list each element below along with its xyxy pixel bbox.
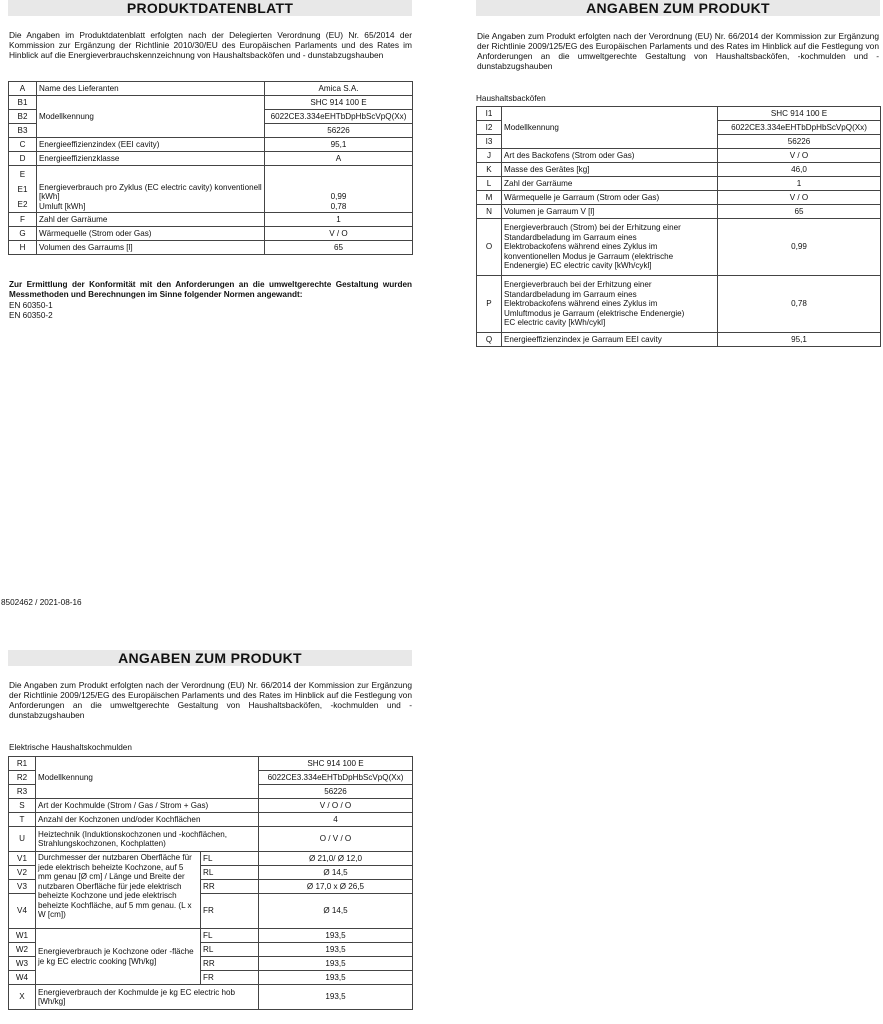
row-value: Amica S.A. bbox=[265, 82, 413, 96]
zone-label: RL bbox=[201, 866, 259, 880]
conformity-note: Zur Ermittlung der Konformität mit den Anforderungen an die umweltgerechte Gestaltung wurden Messmethoden und Berechnungen im Sinne folgender Normen angewandt: bbox=[9, 280, 412, 299]
row-label: Modellkennung bbox=[502, 107, 718, 149]
row-label: Masse des Gerätes [kg] bbox=[502, 163, 718, 177]
row-label: Energieverbrauch bei der Erhitzung einer Standardbeladung im Garraum eines Elektrobackofens während eines Zyklus im Umluftmodus je Garraum (elektrische Endenergie) EC electric cavity [kWh/cykl] bbox=[502, 276, 718, 333]
left-data-table bbox=[8, 81, 413, 255]
row-key: R3 bbox=[9, 785, 36, 799]
zone-label: RR bbox=[201, 957, 259, 971]
row-label: Art der Kochmulde (Strom / Gas / Strom + Gas) bbox=[36, 799, 259, 813]
table-row bbox=[9, 827, 413, 852]
table-row bbox=[9, 852, 413, 866]
table-row bbox=[9, 799, 413, 813]
row-value: Ø 14,5 bbox=[259, 866, 413, 880]
bottom-header: ANGABEN ZUM PRODUKT bbox=[8, 650, 412, 666]
row-value: SHC 914 100 E bbox=[259, 757, 413, 771]
table-row bbox=[9, 929, 413, 943]
row-key bbox=[9, 166, 37, 213]
table-row bbox=[9, 985, 413, 1010]
document-number: 8502462 / 2021-08-16 bbox=[1, 598, 82, 607]
row-key: P bbox=[477, 276, 502, 333]
row-value: 1 bbox=[265, 213, 413, 227]
row-key: G bbox=[9, 227, 37, 241]
zone-label: FR bbox=[201, 894, 259, 929]
row-key: W3 bbox=[9, 957, 36, 971]
table-row bbox=[477, 149, 881, 163]
row-key: W4 bbox=[9, 971, 36, 985]
row-label: Volumen des Garraums [l] bbox=[37, 241, 265, 255]
row-value: 6022CE3.334eEHTbDpHbScVpQ(Xx) bbox=[259, 771, 413, 785]
row-key: E bbox=[19, 170, 26, 179]
table-row bbox=[9, 138, 413, 152]
row-label: Zahl der Garräume bbox=[37, 213, 265, 227]
row-key: E2 bbox=[17, 200, 28, 209]
row-label: Energieverbrauch je Kochzone oder -fläche je kg EC electric cooking [Wh/kg] bbox=[36, 929, 201, 985]
row-key: R1 bbox=[9, 757, 36, 771]
row-value: 95,1 bbox=[265, 138, 413, 152]
zone-label: FL bbox=[201, 852, 259, 866]
row-label: Name des Lieferanten bbox=[37, 82, 265, 96]
row-value: 46,0 bbox=[718, 163, 881, 177]
table-row bbox=[477, 177, 881, 191]
row-key: J bbox=[477, 149, 502, 163]
right-data-table bbox=[476, 106, 881, 347]
row-value: 6022CE3.334eEHTbDpHbScVpQ(Xx) bbox=[718, 121, 881, 135]
row-label: Wärmequelle je Garraum (Strom oder Gas) bbox=[502, 191, 718, 205]
row-key: V2 bbox=[9, 866, 36, 880]
norm-2: EN 60350-2 bbox=[9, 311, 53, 320]
row-key: T bbox=[9, 813, 36, 827]
row-key: R2 bbox=[9, 771, 36, 785]
norm-1: EN 60350-1 bbox=[9, 301, 53, 310]
table-row bbox=[9, 152, 413, 166]
row-label: Energieverbrauch (Strom) bei der Erhitzung einer Standardbeladung im Garraum eines Elektrobackofens während eines Zyklus im konventionellen Modus je Garraum (elektrische Endenergie) EC electric cavity [kWh/cykl] bbox=[502, 219, 718, 276]
row-value: 1 bbox=[718, 177, 881, 191]
table-row bbox=[477, 219, 881, 276]
row-value: Ø 14,5 bbox=[259, 894, 413, 929]
row-value: SHC 914 100 E bbox=[265, 96, 413, 110]
row-value: 6022CE3.334eEHTbDpHbScVpQ(Xx) bbox=[265, 110, 413, 124]
row-label: Energieverbrauch pro Zyklus (EC electric cavity) konventionell [kWh] bbox=[39, 182, 262, 201]
table-row bbox=[477, 205, 881, 219]
row-key: B1 bbox=[9, 96, 37, 110]
zone-label: FR bbox=[201, 971, 259, 985]
row-label: Zahl der Garräume bbox=[502, 177, 718, 191]
row-label: Energieeffizienzklasse bbox=[37, 152, 265, 166]
row-key: L bbox=[477, 177, 502, 191]
table-row bbox=[9, 813, 413, 827]
row-value: 65 bbox=[718, 205, 881, 219]
row-key: W1 bbox=[9, 929, 36, 943]
left-header: PRODUKTDATENBLATT bbox=[8, 0, 412, 16]
row-key: H bbox=[9, 241, 37, 255]
row-key: X bbox=[9, 985, 36, 1010]
table-row bbox=[9, 82, 413, 96]
row-label: Modellkennung bbox=[37, 96, 265, 138]
row-label: Durchmesser der nutzbaren Oberfläche für jede elektrisch beheizte Kochzone, auf 5 mm genau [Ø cm] / Länge und Breite der nutzbaren Oberfläche für jede elektrisch beheizte Kochzone und jede elektrisch beheizte Kochfläche, auf 5 mm genau. (L x W [cm]) bbox=[36, 852, 201, 929]
row-value: 4 bbox=[259, 813, 413, 827]
row-value: A bbox=[265, 152, 413, 166]
row-label: Modellkennung bbox=[36, 757, 259, 799]
table-row bbox=[477, 107, 881, 121]
row-value: 0,78 bbox=[330, 201, 347, 211]
row-key: V1 bbox=[9, 852, 36, 866]
row-key: U bbox=[9, 827, 36, 852]
row-label bbox=[37, 166, 265, 213]
row-value: V / O bbox=[718, 149, 881, 163]
table-row bbox=[9, 213, 413, 227]
row-label: Volumen je Garraum V [l] bbox=[502, 205, 718, 219]
row-value: O / V / O bbox=[259, 827, 413, 852]
row-key: S bbox=[9, 799, 36, 813]
zone-label: FL bbox=[201, 929, 259, 943]
row-value: 193,5 bbox=[259, 929, 413, 943]
row-key: V4 bbox=[9, 894, 36, 929]
bottom-intro: Die Angaben zum Produkt erfolgten nach der Verordnung (EU) Nr. 66/2014 der Kommission zur Ergänzung der Richtlinie 2009/125/EG des Europäischen Parlaments und des Rates im Hinblick auf die Festlegung von Anforderungen an die umweltgerechte Gestaltung von Haushaltsbacköfen, -kochmulden und -dunstabzugshauben bbox=[9, 680, 412, 720]
table-row bbox=[9, 757, 413, 771]
row-value: 193,5 bbox=[259, 957, 413, 971]
row-label: Energieverbrauch der Kochmulde je kg EC electric hob [Wh/kg] bbox=[36, 985, 259, 1010]
table-row bbox=[477, 163, 881, 177]
table-row bbox=[477, 276, 881, 333]
row-label: Energieeffizienzindex (EEI cavity) bbox=[37, 138, 265, 152]
row-key: M bbox=[477, 191, 502, 205]
row-key: E1 bbox=[17, 185, 28, 194]
row-label: Art des Backofens (Strom oder Gas) bbox=[502, 149, 718, 163]
row-key: B2 bbox=[9, 110, 37, 124]
row-key: B3 bbox=[9, 124, 37, 138]
row-value: 0,99 bbox=[330, 192, 347, 201]
row-key: W2 bbox=[9, 943, 36, 957]
row-label: Anzahl der Kochzonen und/oder Kochflächen bbox=[36, 813, 259, 827]
row-value: 193,5 bbox=[259, 985, 413, 1010]
right-header: ANGABEN ZUM PRODUKT bbox=[476, 0, 880, 16]
row-key: K bbox=[477, 163, 502, 177]
left-intro: Die Angaben im Produktdatenblatt erfolgten nach der Delegierten Verordnung (EU) Nr. 65/2014 der Kommission zur Ergänzung der Richtlinie 2010/30/EU des Europäischen Parlaments und des Rates im Hinblick auf die Energieverbrauchskennzeichnung von Haushaltsbacköfen und - dunstabzugshauben bbox=[9, 30, 412, 60]
right-sublabel: Haushaltsbacköfen bbox=[476, 94, 546, 103]
row-label: Heiztechnik (Induktionskochzonen und -kochflächen, Strahlungskochzonen, Kochplatten) bbox=[36, 827, 259, 852]
row-value: Ø 17,0 x Ø 26,5 bbox=[259, 880, 413, 894]
row-value: V / O bbox=[265, 227, 413, 241]
row-value: V / O bbox=[718, 191, 881, 205]
row-key: O bbox=[477, 219, 502, 276]
row-key: C bbox=[9, 138, 37, 152]
row-value: 65 bbox=[265, 241, 413, 255]
row-value: 95,1 bbox=[718, 333, 881, 347]
table-row bbox=[9, 96, 413, 110]
row-key: A bbox=[9, 82, 37, 96]
row-value: 193,5 bbox=[259, 943, 413, 957]
table-row bbox=[9, 227, 413, 241]
bottom-data-table bbox=[8, 756, 413, 1010]
table-row bbox=[9, 166, 413, 213]
row-key: I2 bbox=[477, 121, 502, 135]
bottom-sublabel: Elektrische Haushaltskochmulden bbox=[9, 743, 132, 752]
row-value: 0,99 bbox=[718, 219, 881, 276]
zone-label: RL bbox=[201, 943, 259, 957]
row-key: I3 bbox=[477, 135, 502, 149]
row-label: Energieeffizienzindex je Garraum EEI cavity bbox=[502, 333, 718, 347]
row-value bbox=[265, 166, 413, 213]
row-key: F bbox=[9, 213, 37, 227]
row-value: 193,5 bbox=[259, 971, 413, 985]
row-key: Q bbox=[477, 333, 502, 347]
row-key: V3 bbox=[9, 880, 36, 894]
row-key: I1 bbox=[477, 107, 502, 121]
table-row bbox=[477, 333, 881, 347]
row-value: SHC 914 100 E bbox=[718, 107, 881, 121]
row-value: 56226 bbox=[259, 785, 413, 799]
row-value: Ø 21,0/ Ø 12,0 bbox=[259, 852, 413, 866]
table-row bbox=[477, 191, 881, 205]
row-value: 56226 bbox=[718, 135, 881, 149]
right-intro: Die Angaben zum Produkt erfolgten nach der Verordnung (EU) Nr. 66/2014 der Kommission zur Ergänzung der Richtlinie 2009/125/EG des Europäischen Parlaments und des Rates im Hinblick auf die Festlegung von Anforderungen an die umweltgerechte Gestaltung von Haushaltsbacköfen, -kochmulden und -dunstabzugshauben bbox=[477, 31, 879, 71]
zone-label: RR bbox=[201, 880, 259, 894]
table-row bbox=[9, 241, 413, 255]
row-key: D bbox=[9, 152, 37, 166]
row-key: N bbox=[477, 205, 502, 219]
row-value: V / O / O bbox=[259, 799, 413, 813]
row-value: 56226 bbox=[265, 124, 413, 138]
row-label: Umluft [kWh] bbox=[39, 201, 86, 211]
row-label: Wärmequelle (Strom oder Gas) bbox=[37, 227, 265, 241]
row-value: 0,78 bbox=[718, 276, 881, 333]
